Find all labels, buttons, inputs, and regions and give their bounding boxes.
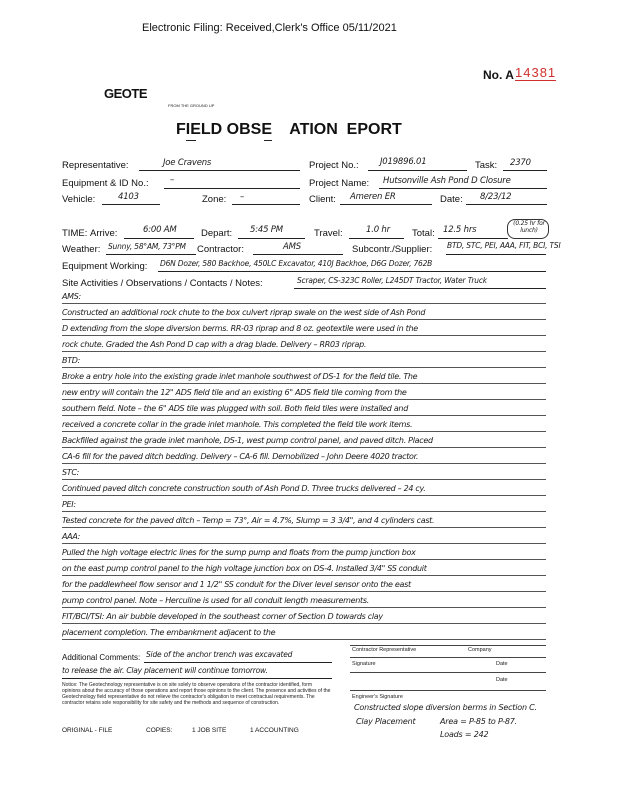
weather-value: Sunny, 58°AM, 73°PM	[108, 242, 186, 251]
zone-value: –	[240, 192, 245, 202]
narrative-line: Tested concrete for the paved ditch – Temp = 73°, Air = 4.7%, Slump = 3 3/4", and 4 cylinders cast.	[62, 516, 435, 525]
footer-copies: COPIES:	[146, 727, 173, 734]
time-label: TIME:	[62, 228, 88, 239]
narrative-line: STC:	[62, 468, 80, 477]
contractor-line	[253, 254, 343, 255]
site-activities-label: Site Activities / Observations / Contacts / Notes:	[62, 278, 263, 289]
weather-line	[106, 254, 196, 255]
narrative-line: FIT/BCI/TSI: An air bubble developed in the southeast corner of Section D towards clay	[62, 612, 383, 621]
equipment-working-label: Equipment Working:	[62, 261, 148, 272]
depart-line	[238, 238, 305, 239]
narrative-line: AMS:	[62, 292, 81, 301]
date-value: 8/23/12	[480, 192, 512, 202]
signature-block-rule	[350, 690, 546, 691]
equipment-line	[164, 188, 300, 189]
additional-line	[144, 662, 332, 663]
client-label: Client:	[309, 194, 336, 205]
narrative-line: Broke a entry hole into the existing grade inlet manhole southwest of DS-1 for the field tile. The	[62, 372, 418, 381]
narrative-line: new entry will contain the 12" ADS field tile and an existing 6" ADS field tile coming from the	[62, 388, 407, 397]
vehicle-line	[102, 204, 160, 205]
narrative-line: rock chute. Graded the Ash Pond D cap with a drag blade. Delivery – RR03 riprap.	[62, 340, 367, 349]
zone-line	[232, 204, 300, 205]
logo-tagline: FROM THE GROUND UP	[168, 103, 215, 108]
equipment-label: Equipment & ID No.:	[62, 178, 149, 189]
project-name-line	[379, 188, 547, 189]
project-no-line	[368, 170, 467, 171]
narrative-line: AAA:	[62, 532, 81, 541]
travel-line	[349, 238, 404, 239]
subcontr-label: Subcontr./Supplier:	[352, 244, 433, 255]
company-label: Company	[468, 647, 492, 653]
equipment-working-value: D6N Dozer, 580 Backhoe, 450LC Excavator, 410J Backhoe, D6G Dozer, 762B	[160, 259, 433, 268]
weather-label: Weather:	[62, 244, 101, 255]
contractor-label: Contractor:	[197, 244, 244, 255]
additional-comments-1: Side of the anchor trench was excavated	[146, 650, 293, 659]
note-right-1: Constructed slope diversion berms in Section C.	[354, 703, 537, 712]
narrative-line: on the east pump control panel to the high voltage junction box on DS-4. Installed 3/4" SS conduit	[62, 564, 427, 573]
client-line	[340, 204, 432, 205]
narrative-line: BTD:	[62, 356, 81, 365]
signature-label: Signature	[352, 661, 376, 667]
project-name-value: Hutsonville Ash Pond D Closure	[383, 176, 511, 186]
narrative-line: pump control panel. Note – Herculine is used for all conduit length measurements.	[62, 596, 369, 605]
project-no-value: J019896.01	[380, 157, 427, 167]
site-activities-line	[294, 288, 546, 289]
subcontr-value: BTD, STC, PEI, AAA, FIT, BCI, TSI	[447, 241, 561, 250]
note-right-2: Area = P-85 to P-87.	[440, 717, 517, 726]
signature-block-rule	[350, 657, 546, 658]
narrative-line: for the paddlewheel flow sensor and 1 1/2" SS conduit for the Diver level sensor onto the east	[62, 580, 411, 589]
signature-block-rule	[350, 645, 546, 646]
signature-block-rule	[350, 672, 546, 673]
note-right-3: Loads = 242	[440, 730, 489, 739]
project-no-label: Project No.:	[309, 160, 359, 171]
report-number-label: No. A	[483, 68, 514, 82]
vehicle-label: Vehicle:	[62, 194, 96, 205]
contractor-value: AMS	[283, 242, 301, 252]
footer-original: ORIGINAL - FILE	[62, 727, 113, 734]
equipment-value: –	[170, 175, 175, 185]
travel-label: Travel:	[314, 228, 343, 239]
footer-accounting: 1 ACCOUNTING	[250, 727, 299, 734]
total-note: (0.25 hr for lunch)	[513, 220, 545, 234]
project-name-label: Project Name:	[309, 178, 370, 189]
narrative-line: received a concrete collar in the grade inlet manhole. This completed the field tile work items.	[62, 420, 413, 429]
footer-job-site: 1 JOB SITE	[192, 727, 227, 734]
depart-label: Depart:	[201, 228, 233, 239]
representative-value: Joe Cravens	[163, 158, 212, 168]
arrive-value: 6:00 AM	[143, 225, 177, 235]
site-activities-value: Scraper, CS-323C Roller, L245DT Tractor, Water Truck	[297, 276, 487, 285]
arrive-label: Arrive:	[90, 228, 118, 239]
zone-label: Zone:	[202, 194, 227, 205]
equipment-working-line	[158, 271, 546, 272]
travel-value: 1.0 hr	[366, 225, 390, 235]
date-label: Date:	[440, 194, 463, 205]
arrive-line	[124, 238, 194, 239]
vehicle-value: 4103	[118, 192, 139, 202]
page-title: FIELD OBSE ATION EPORT	[176, 121, 402, 138]
narrative-line: Pulled the high voltage electric lines for the sump pump and floats from the pump junction box	[62, 548, 416, 557]
narrative-line: placement completion. The embankment adjacent to the	[62, 628, 276, 637]
filing-stamp: Electronic Filing: Received,Clerk's Office 05/11/2021	[142, 22, 397, 34]
date-line	[466, 204, 547, 205]
engineer-signature-label: Engineer's Signature	[352, 694, 403, 700]
narrative-line: Constructed an additional rock chute to the box culvert riprap swale on the west side of Ash Pond	[62, 308, 426, 317]
notice-text: Notice: The Geotechnology representative is on site solely to observe operations of the contractor identified, form opinions about the accuracy of those operations and report those opinions to the client. The presence and activities of the Geotechnology field representative do not relieve the contractor's obligation to meet contractual requirements. The contractor retains sole responsibility for site safety and the methods and sequence of construction.	[62, 682, 331, 706]
company-logo: GEOTE	[104, 86, 148, 101]
subcontr-line	[446, 254, 546, 255]
representative-label: Representative:	[62, 160, 129, 171]
narrative-line: CA-6 fill for the paved ditch bedding. Delivery – CA-6 fill. Demobilized – John Deere 4020 tractor.	[62, 452, 419, 461]
additional-comments-label: Additional Comments:	[62, 653, 141, 662]
representative-line	[139, 170, 300, 171]
task-label: Task:	[475, 160, 498, 171]
date-label-1: Date	[496, 661, 508, 667]
client-value: Ameren ER	[350, 192, 396, 202]
narrative-line: D extending from the slope diversion berms. RR-03 riprap and 8 oz. geotextile were used in the	[62, 324, 418, 333]
narrative-line: PEI:	[62, 500, 76, 509]
additional-comments-2: to release the air. Clay placement will continue tomorrow.	[62, 666, 268, 675]
narrative-line: southern field. Note – the 6" ADS tile was plugged with soil. Both field tiles were installed and	[62, 404, 408, 413]
task-line	[503, 170, 547, 171]
total-value: 12.5 hrs	[443, 225, 477, 235]
total-label: Total:	[412, 228, 435, 239]
task-value: 2370	[510, 158, 531, 168]
report-number: 14381	[515, 65, 557, 80]
additional-line	[62, 678, 332, 679]
depart-value: 5:45 PM	[250, 225, 283, 235]
narrative-line: Backfilled against the grade inlet manhole, DS-1, west pump control panel, and paved ditch. Placed	[62, 436, 433, 445]
title-dash	[186, 140, 196, 141]
title-dash	[264, 140, 272, 141]
margin-note: Clay Placement	[356, 717, 416, 726]
date-label-2: Date	[496, 677, 508, 683]
total-line	[438, 238, 508, 239]
narrative-line: Continued paved ditch concrete construction south of Ash Pond D. Three trucks delivered – 24 cy.	[62, 484, 426, 493]
contractor-rep-label: Contractor Representative	[352, 647, 417, 653]
